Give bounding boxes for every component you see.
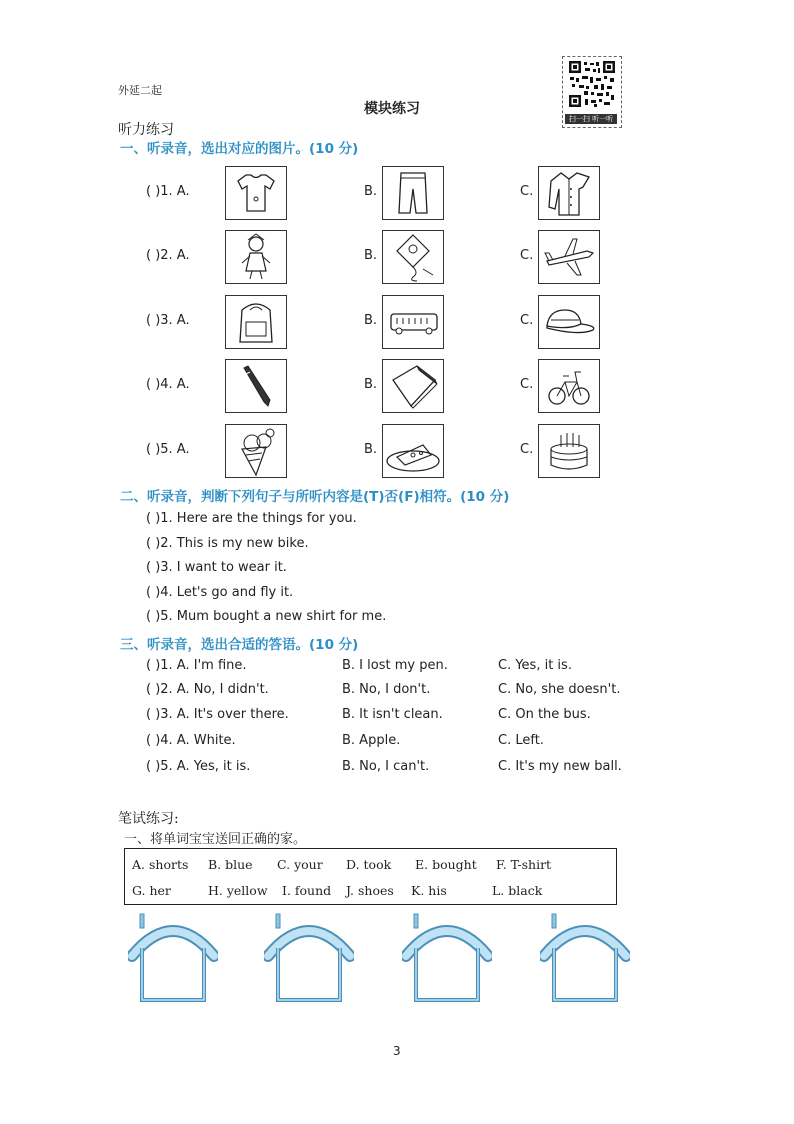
tf-item-1[interactable]: ( )1. Here are the things for you. — [146, 511, 357, 526]
house-4[interactable] — [540, 912, 630, 1004]
q2-paren[interactable]: ( )2. A. — [146, 248, 190, 263]
cake-icon — [539, 425, 599, 477]
q2-option-a[interactable] — [225, 230, 287, 284]
bike-icon — [539, 360, 599, 412]
word-h[interactable]: H. yellow — [208, 883, 268, 898]
book-icon — [383, 360, 443, 412]
pen-icon — [226, 360, 286, 412]
mc-item-2-a[interactable]: ( )2. A. No, I didn't. — [146, 682, 269, 697]
word-a[interactable]: A. shorts — [132, 857, 189, 872]
q4-option-a[interactable] — [225, 359, 287, 413]
page-title: 模块练习 — [364, 101, 420, 117]
q5-option-a[interactable] — [225, 424, 287, 478]
q5-b-label: B. — [364, 442, 378, 457]
mc-item-3-b[interactable]: B. It isn't clean. — [342, 707, 443, 722]
mc-item-2-b[interactable]: B. No, I don't. — [342, 682, 431, 697]
house-icon — [540, 912, 630, 1004]
qr-code[interactable] — [562, 56, 622, 128]
kite-icon — [383, 231, 443, 283]
house-1[interactable] — [128, 912, 218, 1004]
word-c[interactable]: C. your — [277, 857, 323, 872]
mc-item-1-c[interactable]: C. Yes, it is. — [498, 658, 572, 673]
listening-heading: 听力练习 — [118, 122, 174, 138]
series-label: 外延二起 — [118, 84, 162, 97]
qr-code-icon — [563, 57, 621, 113]
mc-item-5-b[interactable]: B. No, I can't. — [342, 759, 430, 774]
doll-icon — [226, 231, 286, 283]
plane-icon — [539, 231, 599, 283]
section2-heading: 二、听录音，判断下列句子与所听内容是(T)否(F)相符。(10 分) — [120, 489, 510, 505]
mc-item-4-c[interactable]: C. Left. — [498, 733, 544, 748]
writing-heading: 笔试练习: — [118, 811, 179, 827]
mc-item-4-b[interactable]: B. Apple. — [342, 733, 401, 748]
word-d[interactable]: D. took — [346, 857, 392, 872]
q4-paren[interactable]: ( )4. A. — [146, 377, 190, 392]
q3-option-c[interactable] — [538, 295, 600, 349]
q1-option-b[interactable] — [382, 166, 444, 220]
q5-c-label: C. — [520, 442, 534, 457]
house-icon — [264, 912, 354, 1004]
q1-option-c[interactable] — [538, 166, 600, 220]
q3-option-b[interactable] — [382, 295, 444, 349]
mc-item-5-a[interactable]: ( )5. A. Yes, it is. — [146, 759, 251, 774]
q5-option-c[interactable] — [538, 424, 600, 478]
word-i[interactable]: I. found — [282, 883, 332, 898]
q4-option-c[interactable] — [538, 359, 600, 413]
house-icon — [128, 912, 218, 1004]
q2-b-label: B. — [364, 248, 378, 263]
tf-item-2[interactable]: ( )2. This is my new bike. — [146, 536, 309, 551]
qr-caption: 扫一扫 听一听 — [565, 114, 617, 124]
q4-b-label: B. — [364, 377, 378, 392]
q2-option-c[interactable] — [538, 230, 600, 284]
q5-paren[interactable]: ( )5. A. — [146, 442, 190, 457]
q1-c-label: C. — [520, 184, 534, 199]
house-icon — [402, 912, 492, 1004]
mc-item-2-c[interactable]: C. No, she doesn't. — [498, 682, 621, 697]
bag-icon — [226, 296, 286, 348]
q3-option-a[interactable] — [225, 295, 287, 349]
mc-item-1-a[interactable]: ( )1. A. I'm fine. — [146, 658, 247, 673]
ice-cream-icon — [226, 425, 286, 477]
t-shirt-icon — [226, 167, 286, 219]
tf-item-4[interactable]: ( )4. Let's go and fly it. — [146, 585, 294, 600]
q2-c-label: C. — [520, 248, 534, 263]
shirt-icon — [539, 167, 599, 219]
q1-b-label: B. — [364, 184, 378, 199]
mc-item-1-b[interactable]: B. I lost my pen. — [342, 658, 448, 673]
word-j[interactable]: J. shoes — [346, 883, 394, 898]
mc-item-5-c[interactable]: C. It's my new ball. — [498, 759, 622, 774]
cheese-icon — [383, 425, 443, 477]
writing-task: 一、将单词宝宝送回正确的家。 — [124, 832, 307, 847]
q3-paren[interactable]: ( )3. A. — [146, 313, 190, 328]
q4-option-b[interactable] — [382, 359, 444, 413]
house-3[interactable] — [402, 912, 492, 1004]
mc-item-3-a[interactable]: ( )3. A. It's over there. — [146, 707, 289, 722]
word-b[interactable]: B. blue — [208, 857, 253, 872]
q4-c-label: C. — [520, 377, 534, 392]
q3-c-label: C. — [520, 313, 534, 328]
word-l[interactable]: L. black — [492, 883, 543, 898]
word-f[interactable]: F. T-shirt — [496, 857, 552, 872]
mc-item-3-c[interactable]: C. On the bus. — [498, 707, 591, 722]
tf-item-3[interactable]: ( )3. I want to wear it. — [146, 560, 287, 575]
cap-icon — [539, 296, 599, 348]
section1-heading: 一、听录音，选出对应的图片。(10 分) — [120, 141, 359, 157]
word-bank — [124, 848, 617, 905]
house-2[interactable] — [264, 912, 354, 1004]
tf-item-5[interactable]: ( )5. Mum bought a new shirt for me. — [146, 609, 387, 624]
q2-option-b[interactable] — [382, 230, 444, 284]
page-number: 3 — [393, 1044, 401, 1058]
bus-icon — [383, 296, 443, 348]
word-e[interactable]: E. bought — [415, 857, 477, 872]
word-k[interactable]: K. his — [411, 883, 447, 898]
shorts-icon — [383, 167, 443, 219]
word-g[interactable]: G. her — [132, 883, 171, 898]
q1-option-a[interactable] — [225, 166, 287, 220]
q1-paren[interactable]: ( )1. A. — [146, 184, 190, 199]
section3-heading: 三、听录音，选出合适的答语。(10 分) — [120, 637, 359, 653]
q5-option-b[interactable] — [382, 424, 444, 478]
q3-b-label: B. — [364, 313, 378, 328]
mc-item-4-a[interactable]: ( )4. A. White. — [146, 733, 236, 748]
